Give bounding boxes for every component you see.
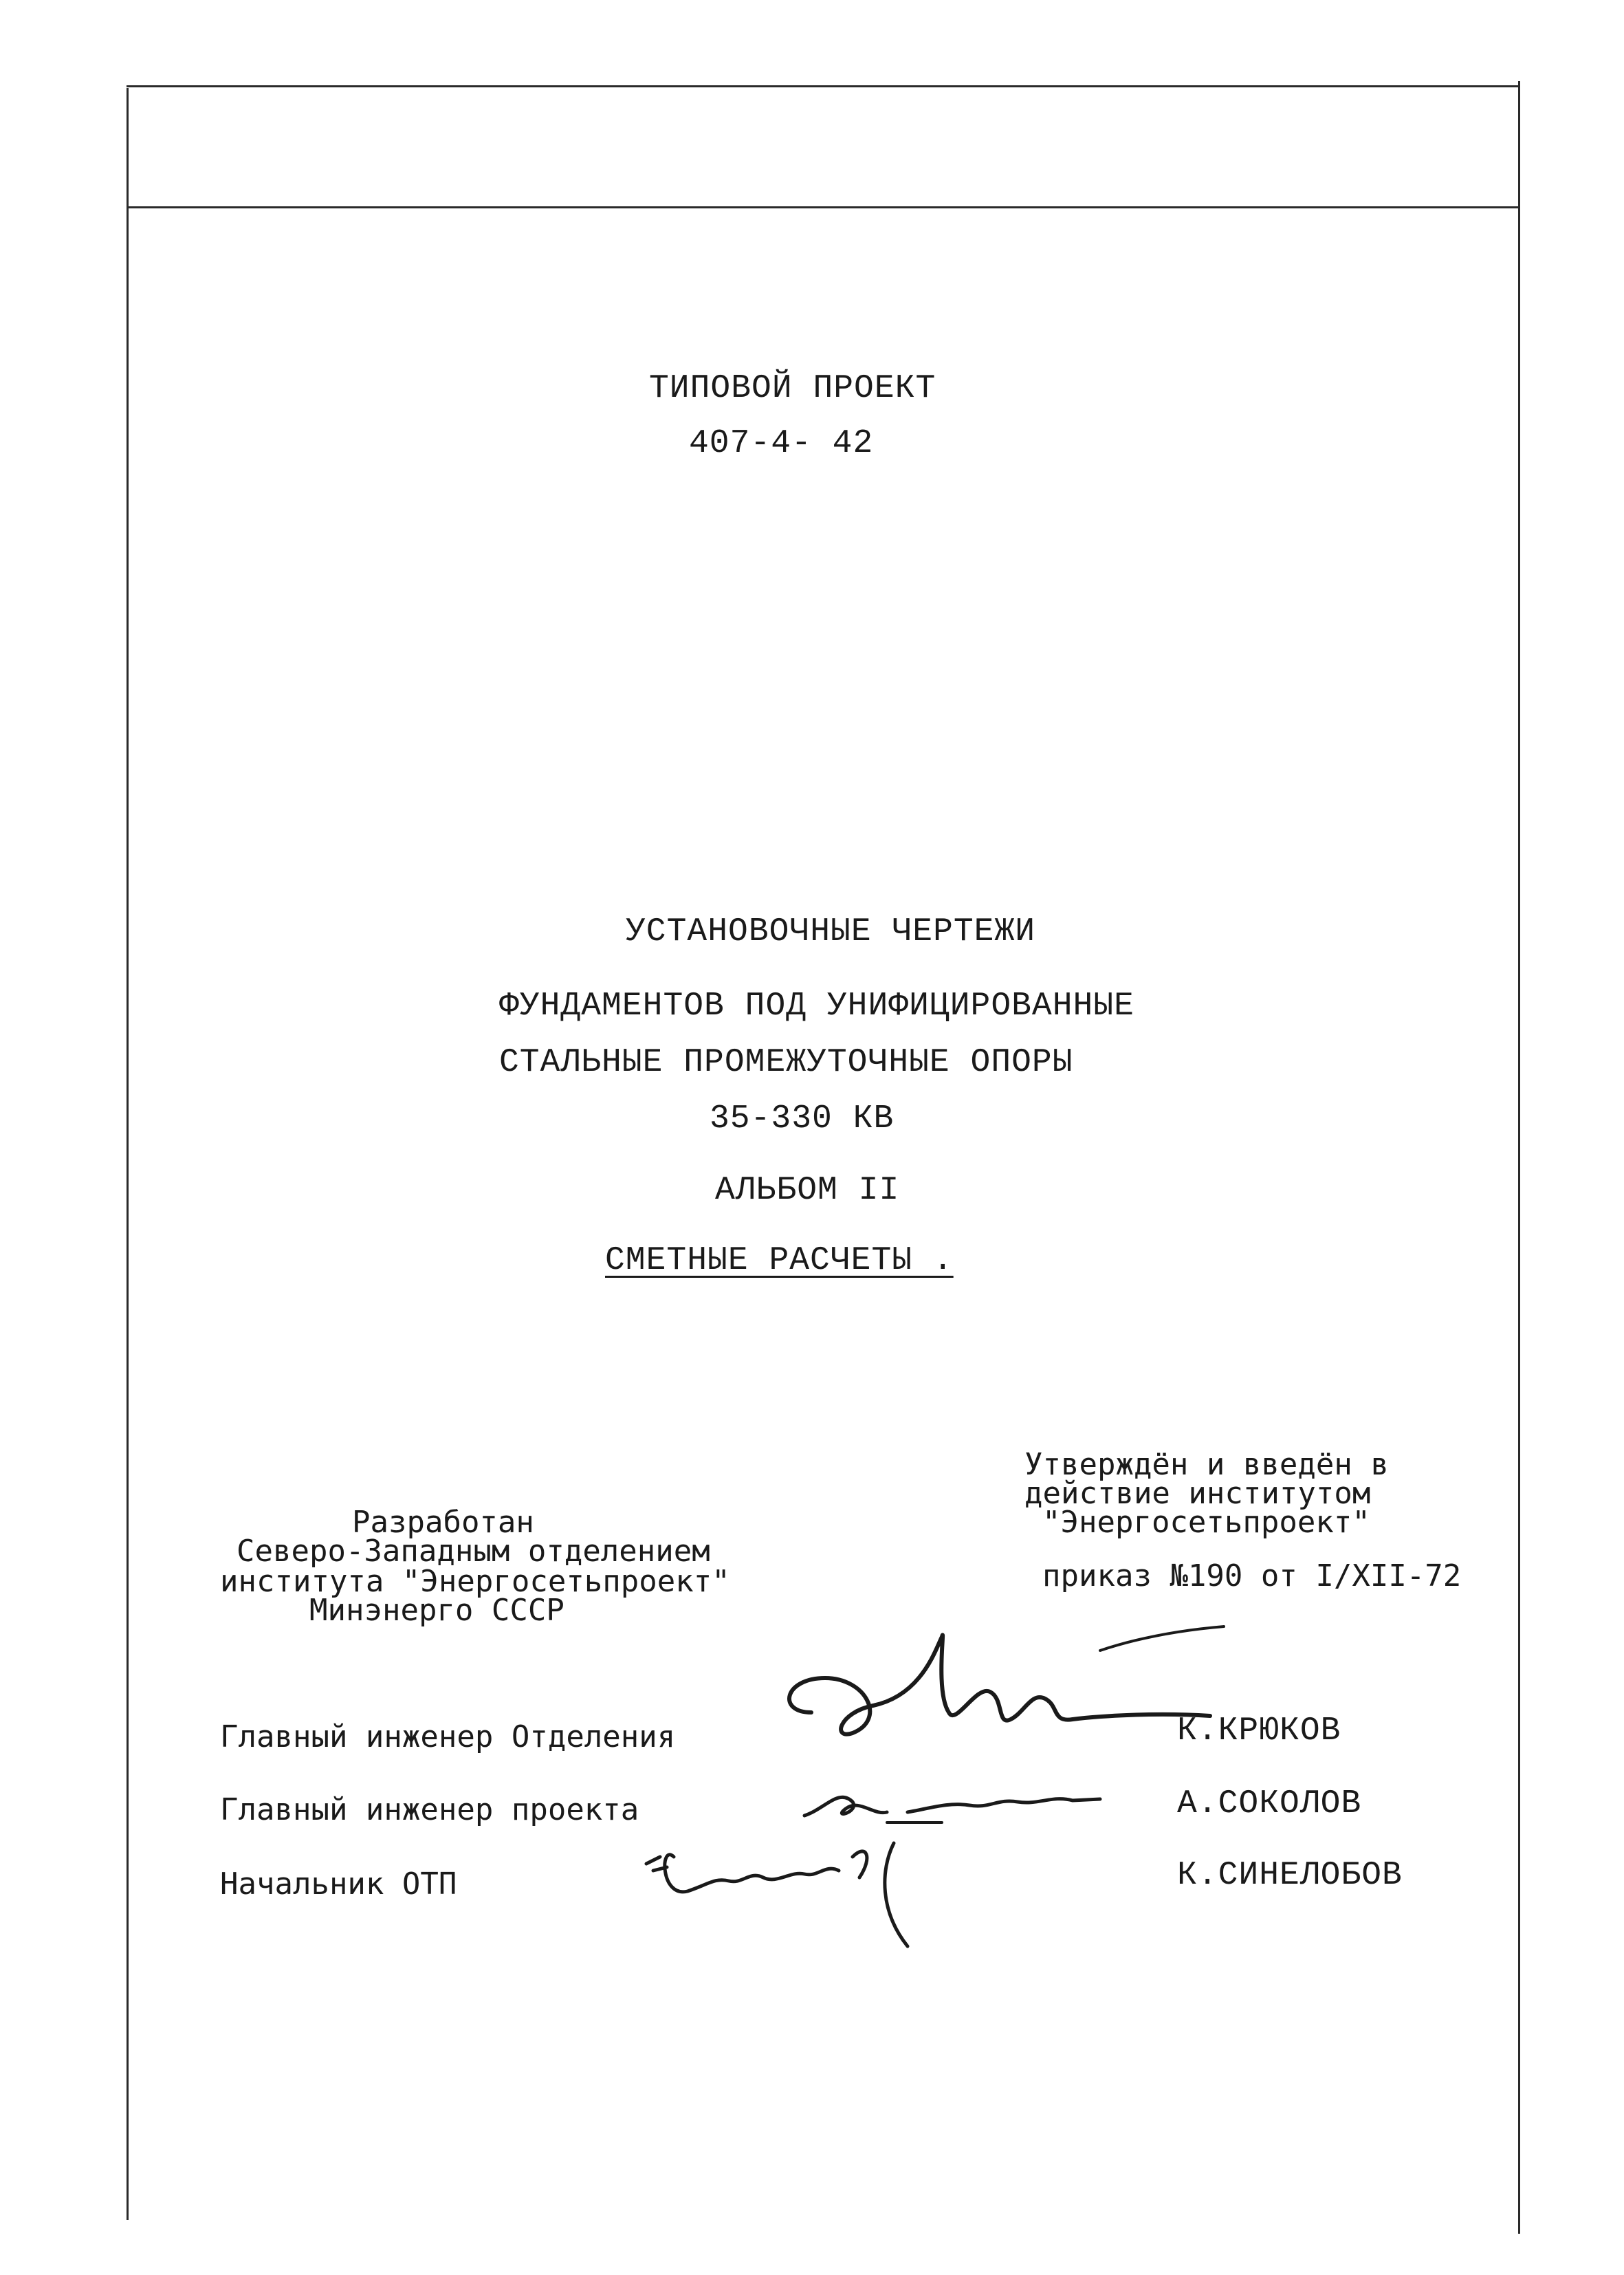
developer-line-1: Разработан — [352, 1505, 534, 1540]
developer-line-4: Минэнерго СССР — [309, 1593, 564, 1628]
signatory-name-1: К.КРЮКОВ — [1177, 1712, 1341, 1750]
title-line-4: 35-330 КВ — [710, 1100, 895, 1138]
frame-right-border — [1518, 81, 1520, 2234]
project-type-label: ТИПОВОЙ ПРОЕКТ — [649, 370, 936, 407]
album-label: АЛЬБОМ II — [715, 1172, 900, 1209]
project-number: 407-4- 42 — [689, 425, 874, 462]
approval-line-2: действие институтом — [1024, 1476, 1371, 1511]
signature-1-image — [770, 1609, 1238, 1761]
title-line-3: СТАЛЬНЫЕ ПРОМЕЖУТОЧНЫЕ ОПОРЫ — [499, 1044, 1073, 1081]
signature-3-image — [633, 1816, 990, 1953]
title-line-2: ФУНДАМЕНТОВ ПОД УНИФИЦИРОВАННЫЕ — [499, 988, 1134, 1025]
signatory-role-3: Начальник ОТП — [220, 1866, 457, 1902]
signatory-role-1: Главный инженер Отделения — [220, 1719, 676, 1754]
frame-left-border — [127, 88, 129, 2220]
frame-top-border — [127, 85, 1520, 87]
signatory-name-3: К.СИНЕЛОБОВ — [1177, 1857, 1403, 1894]
approval-line-4: приказ №190 от I/XII-72 — [1042, 1558, 1462, 1593]
developer-line-3: института "Энергосетьпроект" — [220, 1564, 730, 1599]
subtitle: СМЕТНЫЕ РАСЧЕТЫ . — [605, 1242, 954, 1279]
signatory-name-2: А.СОКОЛОВ — [1177, 1785, 1362, 1822]
signatory-role-2: Главный инженер проекта — [220, 1792, 639, 1827]
approval-line-3: "Энергосетьпроект" — [1042, 1505, 1370, 1540]
title-line-1: УСТАНОВОЧНЫЕ ЧЕРТЕЖИ — [626, 913, 1036, 950]
approval-line-1: Утверждён и введён в — [1024, 1447, 1389, 1482]
frame-header-divider — [127, 206, 1520, 208]
developer-line-2: Северо-Западным отделением — [237, 1534, 710, 1569]
